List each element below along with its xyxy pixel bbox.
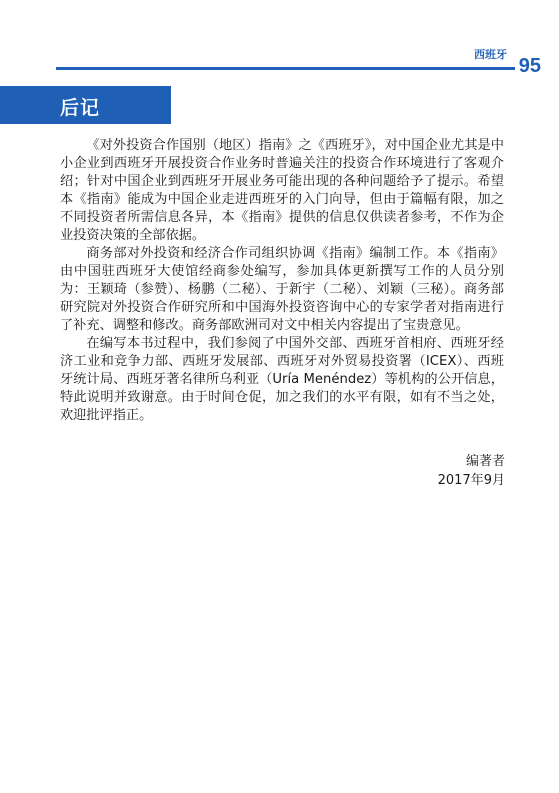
signature-author: 编著者 (465, 454, 505, 469)
running-header: 西班牙 (474, 48, 507, 61)
body-text (60, 137, 504, 425)
paragraph-2: 商务部对外投资和经济合作司组织协调《指南》编制工作。本《指南》由中国驻西班牙大使馆经商参处编写，参加具体更新撰写工作的人员分别为：王颖琦（参赞）、杨鹏（二秘）、于新宇（二秘）、刘颖（三秘）。商务部研究院对外投资合作研究所和中国海外投资咨询中心的专家学者对指南进行了补充、调整和修改。商务部欧洲司对文中相关内容提出了宝贵意见。 (60, 246, 504, 333)
page-title: 后记 (60, 97, 101, 119)
signature-date: 2017年9月 (437, 473, 505, 488)
paragraph-1: 《对外投资合作国别（地区）指南》之《西班牙》，对中国企业尤其是中小企业到西班牙开展投资合作业务时普遍关注的投资合作环境进行了客观介绍；针对中国企业到西班牙开展业务可能出现的各种问题给予了提示。希望本《指南》能成为中国企业走进西班牙的入门向导，但由于篇幅有限，加之不同投资者所需信息各异，本《指南》提供的信息仅供读者参考，不作为企业投资决策的全部依据。 (60, 138, 504, 243)
page-number: 95 (518, 55, 541, 77)
paragraph-3: 在编写本书过程中，我们参阅了中国外交部、西班牙首相府、西班牙经济工业和竞争力部、西班牙发展部、西班牙对外贸易投资署（ICEX）、西班牙统计局、西班牙著名律所乌利亚（Uría Menéndez）等机构的公开信息，特此说明并致谢意。由于时间仓促，加之我们的水平有限，如有不当之处，欢迎批评指正。 (60, 336, 504, 423)
title-bar (0, 86, 171, 124)
signature (438, 452, 505, 490)
header-rule (56, 67, 515, 70)
